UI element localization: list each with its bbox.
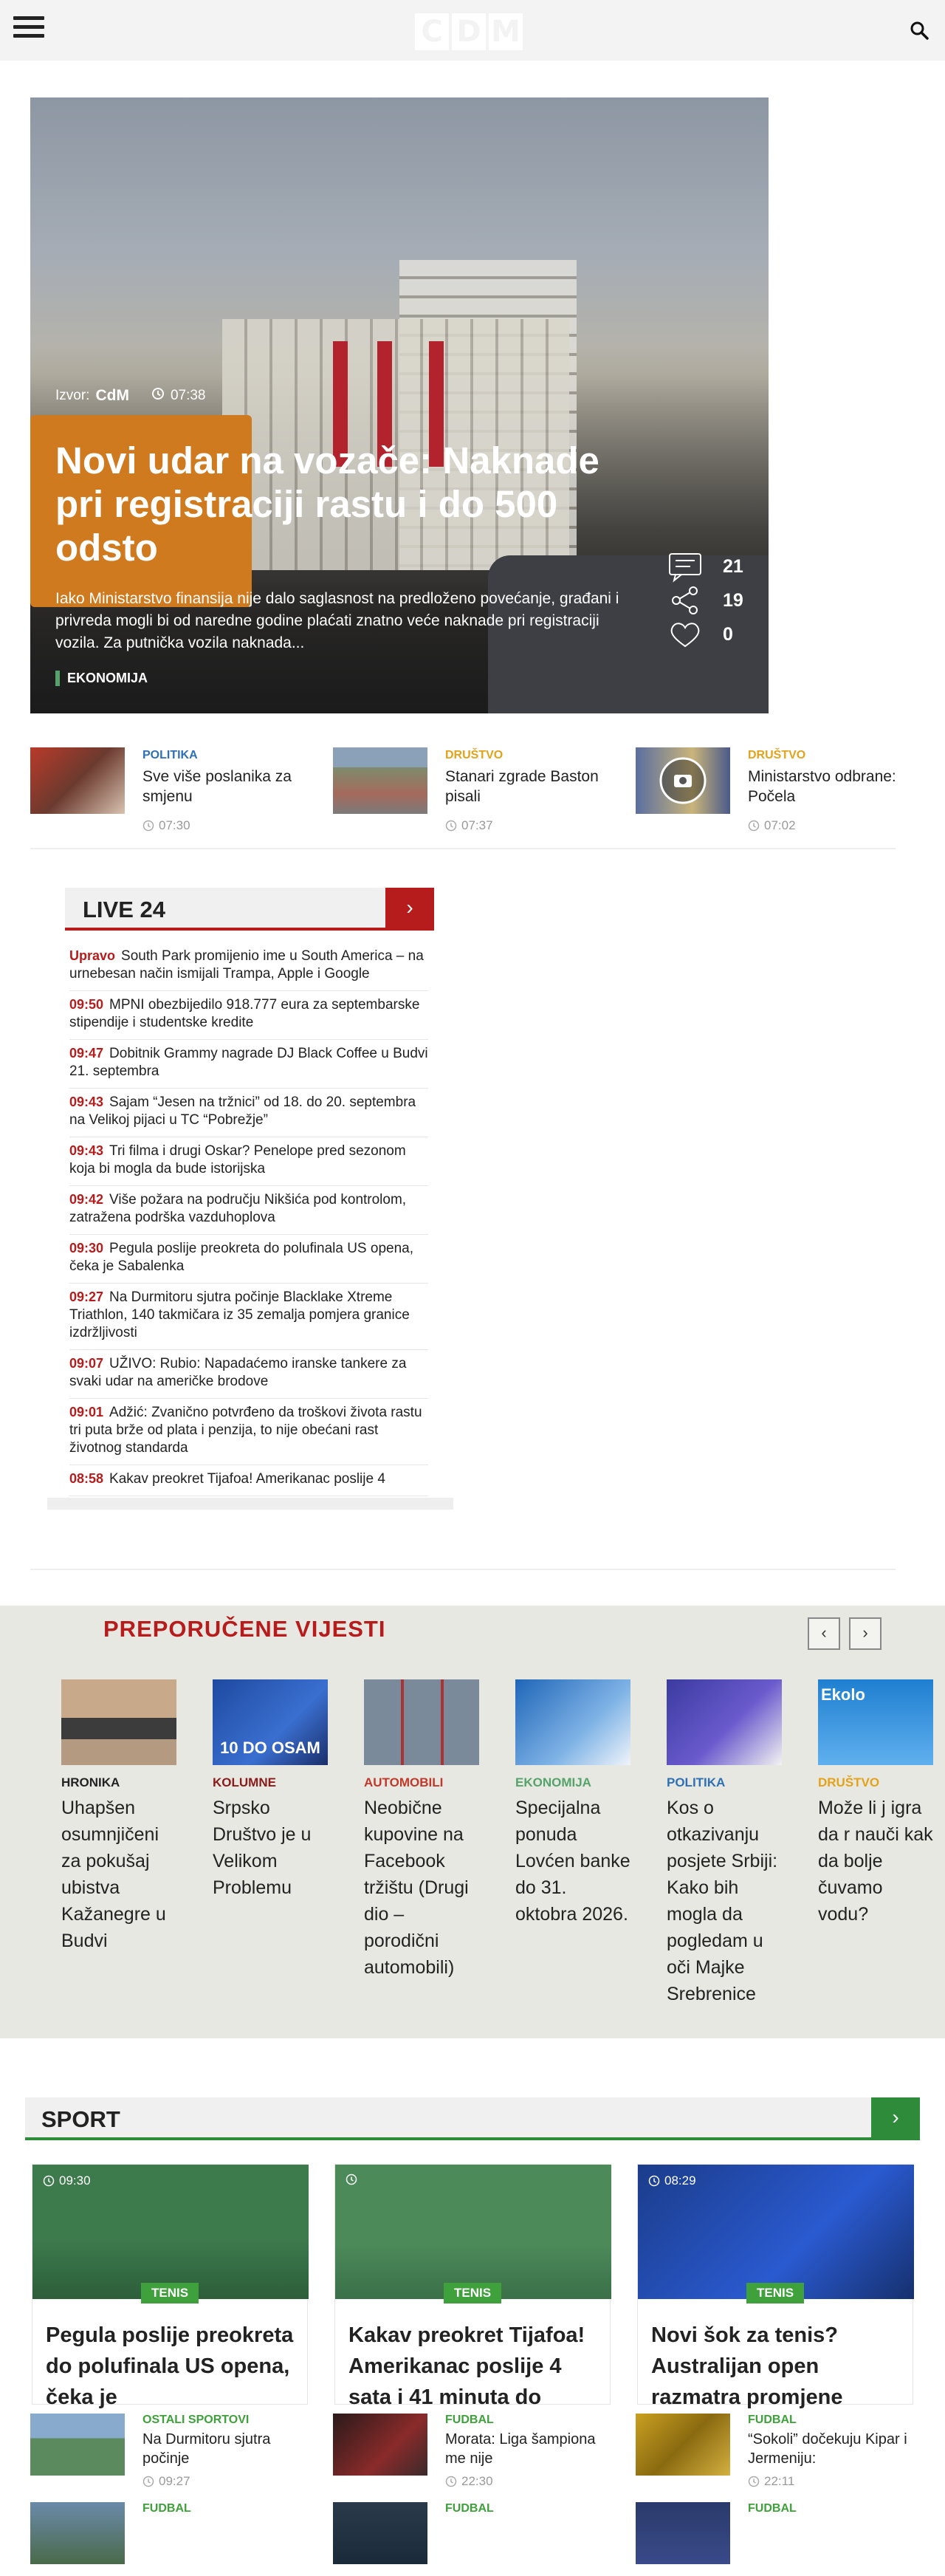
clock-icon [43, 2175, 55, 2187]
time-text: 09:27 [159, 2474, 190, 2488]
live-item[interactable] [69, 1089, 428, 1137]
article-title[interactable]: Srpsko Društvo je u Velikom Problemu [213, 1798, 312, 1898]
clock-icon [445, 820, 457, 832]
sport-mini-article[interactable] [30, 2414, 318, 2487]
card-time [648, 2174, 696, 2188]
article-title[interactable]: Ministarstvo odbrane: Počela [748, 768, 896, 805]
article-thumbnail [364, 1679, 479, 1765]
sport-tag[interactable]: TENIS [141, 2283, 199, 2303]
live24-widget [47, 863, 453, 1510]
shares-stat[interactable] [665, 583, 743, 617]
sport-mini-article[interactable] [636, 2414, 924, 2487]
divider [30, 1569, 896, 1570]
chevron-right-icon[interactable]: › [871, 2097, 920, 2137]
sport-header [25, 2097, 920, 2140]
live24-list [69, 942, 428, 1496]
clock-icon [748, 2476, 760, 2487]
recommended-title: PREPORUČENE VIJESTI [103, 1616, 386, 1642]
logo-letter: D [452, 13, 486, 50]
article-category: AUTOMOBILI [364, 1775, 444, 1789]
article-time [445, 2474, 493, 2489]
site-logo[interactable] [415, 13, 523, 50]
camera-icon [636, 747, 730, 814]
live24-header [65, 888, 434, 931]
article-category: POLITIKA [142, 749, 198, 761]
article-title[interactable]: Sve više poslanika za smjenu [142, 768, 292, 805]
chevron-right-icon[interactable]: › [385, 888, 434, 928]
live-item[interactable] [69, 1137, 428, 1186]
sport-tag[interactable]: TENIS [746, 2283, 804, 2303]
clock-icon [151, 387, 165, 405]
hero-lead: Iako Ministarstvo finansija nije dalo saglasnost na predloženo povećanje, građani i privreda mogli bi od naredne godine plaćati znatno veće naknade pri registraciji vozila. Za putnička vozila naknada... [55, 590, 619, 651]
source-label: Izvor: [55, 388, 90, 403]
search-icon[interactable] [910, 21, 929, 40]
live-time: 09:30 [69, 1241, 104, 1256]
article-title[interactable]: “Sokoli” dočekuju Kipar i Jermeniju: [748, 2431, 907, 2467]
article-thumbnail [515, 1679, 630, 1765]
live24-scrollbar[interactable] [47, 1498, 453, 1510]
hero-stats [665, 549, 743, 651]
article-title[interactable]: Može li j igra da r nauči kak da bolje čuvamo vodu? [818, 1798, 933, 1925]
article-title[interactable]: Kakav preokret Tijafoa! Amerikanac poslije 4 sata i 41 minuta do [348, 2323, 585, 2409]
live-item[interactable] [69, 1235, 428, 1284]
chevron-right-icon[interactable]: › [849, 1617, 882, 1650]
recommended-item[interactable] [364, 1679, 479, 1981]
time-text: 09:30 [59, 2174, 91, 2188]
sport-mini-article[interactable] [30, 2502, 318, 2576]
article-category: FUDBAL [748, 2414, 797, 2426]
recommended-item[interactable] [818, 1679, 933, 1928]
sport-card[interactable] [334, 2164, 611, 2409]
article-time [748, 818, 796, 833]
card-time [346, 2174, 362, 2185]
live-text: Pegula poslije preokreta do polufinala US opena, čeka je Sabalenka [69, 1241, 413, 1274]
clock-icon [142, 820, 154, 832]
live-item[interactable] [69, 1399, 428, 1465]
live-item[interactable] [69, 1284, 428, 1350]
article-title[interactable]: Pegula poslije preokreta do polufinala US opena, čeka je [46, 2323, 294, 2409]
article-category: KOLUMNE [213, 1775, 276, 1789]
recommended-item[interactable] [667, 1679, 782, 2007]
clock-icon [445, 2476, 457, 2487]
comments-stat[interactable] [665, 549, 743, 583]
live-item[interactable] [69, 1350, 428, 1399]
recommended-item[interactable] [515, 1679, 630, 1928]
thumbnail-caption: 10 DO OSAM [220, 1739, 320, 1757]
mini-article[interactable] [636, 747, 924, 839]
live-text: UŽIVO: Rubio: Napadaćemo iranske tankere za svaki udar na američke brodove [69, 1356, 407, 1389]
article-thumbnail [636, 2502, 730, 2564]
logo-letter: M [489, 13, 523, 50]
divider [30, 848, 896, 849]
live-item[interactable] [69, 1040, 428, 1089]
menu-icon[interactable] [13, 16, 44, 44]
sport-mini-article[interactable] [333, 2502, 621, 2576]
sport-title: SPORT [41, 2106, 120, 2132]
live-time: 09:50 [69, 997, 104, 1012]
article-thumbnail [30, 2502, 125, 2564]
live-text: Adžić: Zvanično potvrđeno da troškovi života rastu tri puta brže od plata i penzija, to nije obećani rast životnog standarda [69, 1405, 422, 1456]
article-category: EKONOMIJA [515, 1775, 591, 1789]
article-title[interactable]: Neobične kupovine na Facebook tržištu (Drugi dio – porodični automobili) [364, 1798, 469, 1978]
article-title[interactable]: Novi šok za tenis? Australijan open razmatra promjene [651, 2323, 843, 2409]
thumbnail-caption: Ekolo [821, 1685, 865, 1704]
recommended-section [0, 1606, 945, 2038]
sport-mini-article[interactable] [333, 2414, 621, 2487]
live-time: 09:27 [69, 1289, 104, 1304]
live-time: 09:42 [69, 1192, 104, 1207]
clock-icon [648, 2175, 660, 2187]
article-title[interactable]: Stanari zgrade Baston pisali [445, 768, 599, 805]
article-category: POLITIKA [667, 1775, 726, 1789]
hero-source [55, 387, 206, 405]
article-category: DRUŠTVO [748, 749, 806, 761]
sport-card[interactable] [637, 2164, 913, 2409]
article-category: DRUŠTVO [818, 1775, 880, 1789]
article-title[interactable]: Morata: Liga šampiona me nije [445, 2431, 596, 2467]
article-title[interactable]: Specijalna ponuda Lovćen banke do 31. oktobra 2026. [515, 1798, 630, 1925]
live-item[interactable] [69, 1186, 428, 1235]
live-text: Dobitnik Grammy nagrade DJ Black Coffee u Budvi 21. septembra [69, 1046, 428, 1079]
time-text: 07:37 [461, 818, 493, 832]
article-time [142, 818, 190, 833]
hero-title[interactable]: Novi udar na vozače: Naknade pri registraciji rastu i do 500 odsto [55, 439, 599, 569]
sport-tag[interactable]: TENIS [444, 2283, 501, 2303]
likes-stat[interactable] [665, 617, 743, 651]
article-thumbnail [333, 2502, 427, 2564]
article-title[interactable]: Uhapšen osumnjičeni za pokušaj ubistva Kažanegre u Budvi [61, 1798, 166, 1951]
article-thumbnail [333, 2414, 427, 2476]
clock-icon [748, 820, 760, 832]
article-title[interactable]: Kos o otkazivanju posjete Srbiji: Kako bih mogla da pogledam u oči Majke Srebrenice [667, 1798, 778, 2004]
share-icon [665, 586, 705, 615]
mini-article[interactable] [30, 747, 318, 839]
live-text: Tri filma i drugi Oskar? Penelope pred sezonom koja bi mogla da bude istorijska [69, 1143, 406, 1176]
live-text: South Park promijenio ime u South America – na urnebesan način ismijali Trampa, Apple i Google [69, 948, 424, 982]
article-category: DRUŠTVO [445, 749, 504, 761]
recommended-item[interactable] [61, 1679, 176, 1954]
article-thumbnail [61, 1679, 176, 1765]
hero-time: 07:38 [170, 388, 206, 403]
live-time: 09:43 [69, 1095, 104, 1109]
live-time: 09:01 [69, 1405, 104, 1419]
live-text: Više požara na području Nikšića pod kontrolom, zatražena podrška vazduhoplova [69, 1192, 407, 1225]
card-time [43, 2174, 91, 2188]
live-item[interactable] [69, 991, 428, 1040]
article-category: OSTALI SPORTOVI [142, 2414, 250, 2426]
clock-icon [346, 2174, 357, 2185]
time-text: 08:29 [664, 2174, 696, 2188]
comment-icon [665, 552, 705, 581]
time-text: 22:11 [764, 2474, 795, 2488]
time-text: 07:30 [159, 818, 190, 832]
article-category: FUDBAL [445, 2502, 494, 2515]
sport-mini-article[interactable] [636, 2502, 924, 2576]
live-time: 09:43 [69, 1143, 104, 1158]
source-name[interactable]: CdM [95, 387, 129, 404]
article-image [335, 2165, 611, 2299]
article-category: FUDBAL [142, 2502, 191, 2515]
article-title[interactable]: Na Durmitoru sjutra počinje [142, 2431, 271, 2467]
site-header [0, 0, 945, 61]
live-text: Kakav preokret Tijafoa! Amerikanac poslije 4 [109, 1471, 385, 1487]
live-time: Upravo [69, 948, 116, 963]
article-category: FUDBAL [445, 2414, 494, 2426]
article-thumbnail [30, 747, 125, 814]
live-text: Sajam “Jesen na tržnici” od 18. do 20. septembra na Velikoj pijaci u TC “Pobrežje” [69, 1095, 416, 1128]
time-text: 07:02 [764, 818, 796, 832]
article-time [748, 2474, 794, 2489]
article-thumbnail [667, 1679, 782, 1765]
live-item[interactable] [69, 1465, 428, 1496]
live-time: 09:47 [69, 1046, 104, 1061]
live24-title: LIVE 24 [83, 897, 165, 922]
article-thumbnail [333, 747, 427, 814]
likes-count: 0 [723, 623, 733, 645]
article-thumbnail [636, 747, 730, 814]
live-time: 09:07 [69, 1356, 104, 1371]
hero-category[interactable]: EKONOMIJA [55, 671, 148, 686]
sport-card[interactable] [32, 2164, 308, 2409]
chevron-left-icon[interactable]: ‹ [808, 1617, 840, 1650]
article-thumbnail [30, 2414, 125, 2476]
logo-letter: C [415, 13, 449, 50]
article-time [142, 2474, 190, 2489]
article-thumbnail [636, 2414, 730, 2476]
live-time: 08:58 [69, 1471, 104, 1486]
hero-article[interactable] [30, 97, 769, 713]
live-item[interactable] [69, 942, 428, 991]
heart-icon [665, 620, 705, 649]
article-thumbnail [213, 1679, 328, 1765]
shares-count: 19 [723, 589, 743, 611]
article-thumbnail [818, 1679, 933, 1765]
mini-article[interactable] [333, 747, 621, 839]
recommended-item[interactable] [213, 1679, 328, 1901]
clock-icon [142, 2476, 154, 2487]
article-time [445, 818, 493, 833]
comments-count: 21 [723, 555, 743, 577]
live-text: Na Durmitoru sjutra počinje Blacklake Xtreme Triathlon, 140 takmičara iz 35 zemalja pomjera granice izdržljivosti [69, 1289, 410, 1340]
time-text: 22:30 [461, 2474, 493, 2488]
article-category: HRONIKA [61, 1775, 120, 1789]
live-text: MPNI obezbijedilo 918.777 eura za septembarske stipendije i studentske kredite [69, 997, 420, 1030]
article-category: FUDBAL [748, 2502, 797, 2515]
